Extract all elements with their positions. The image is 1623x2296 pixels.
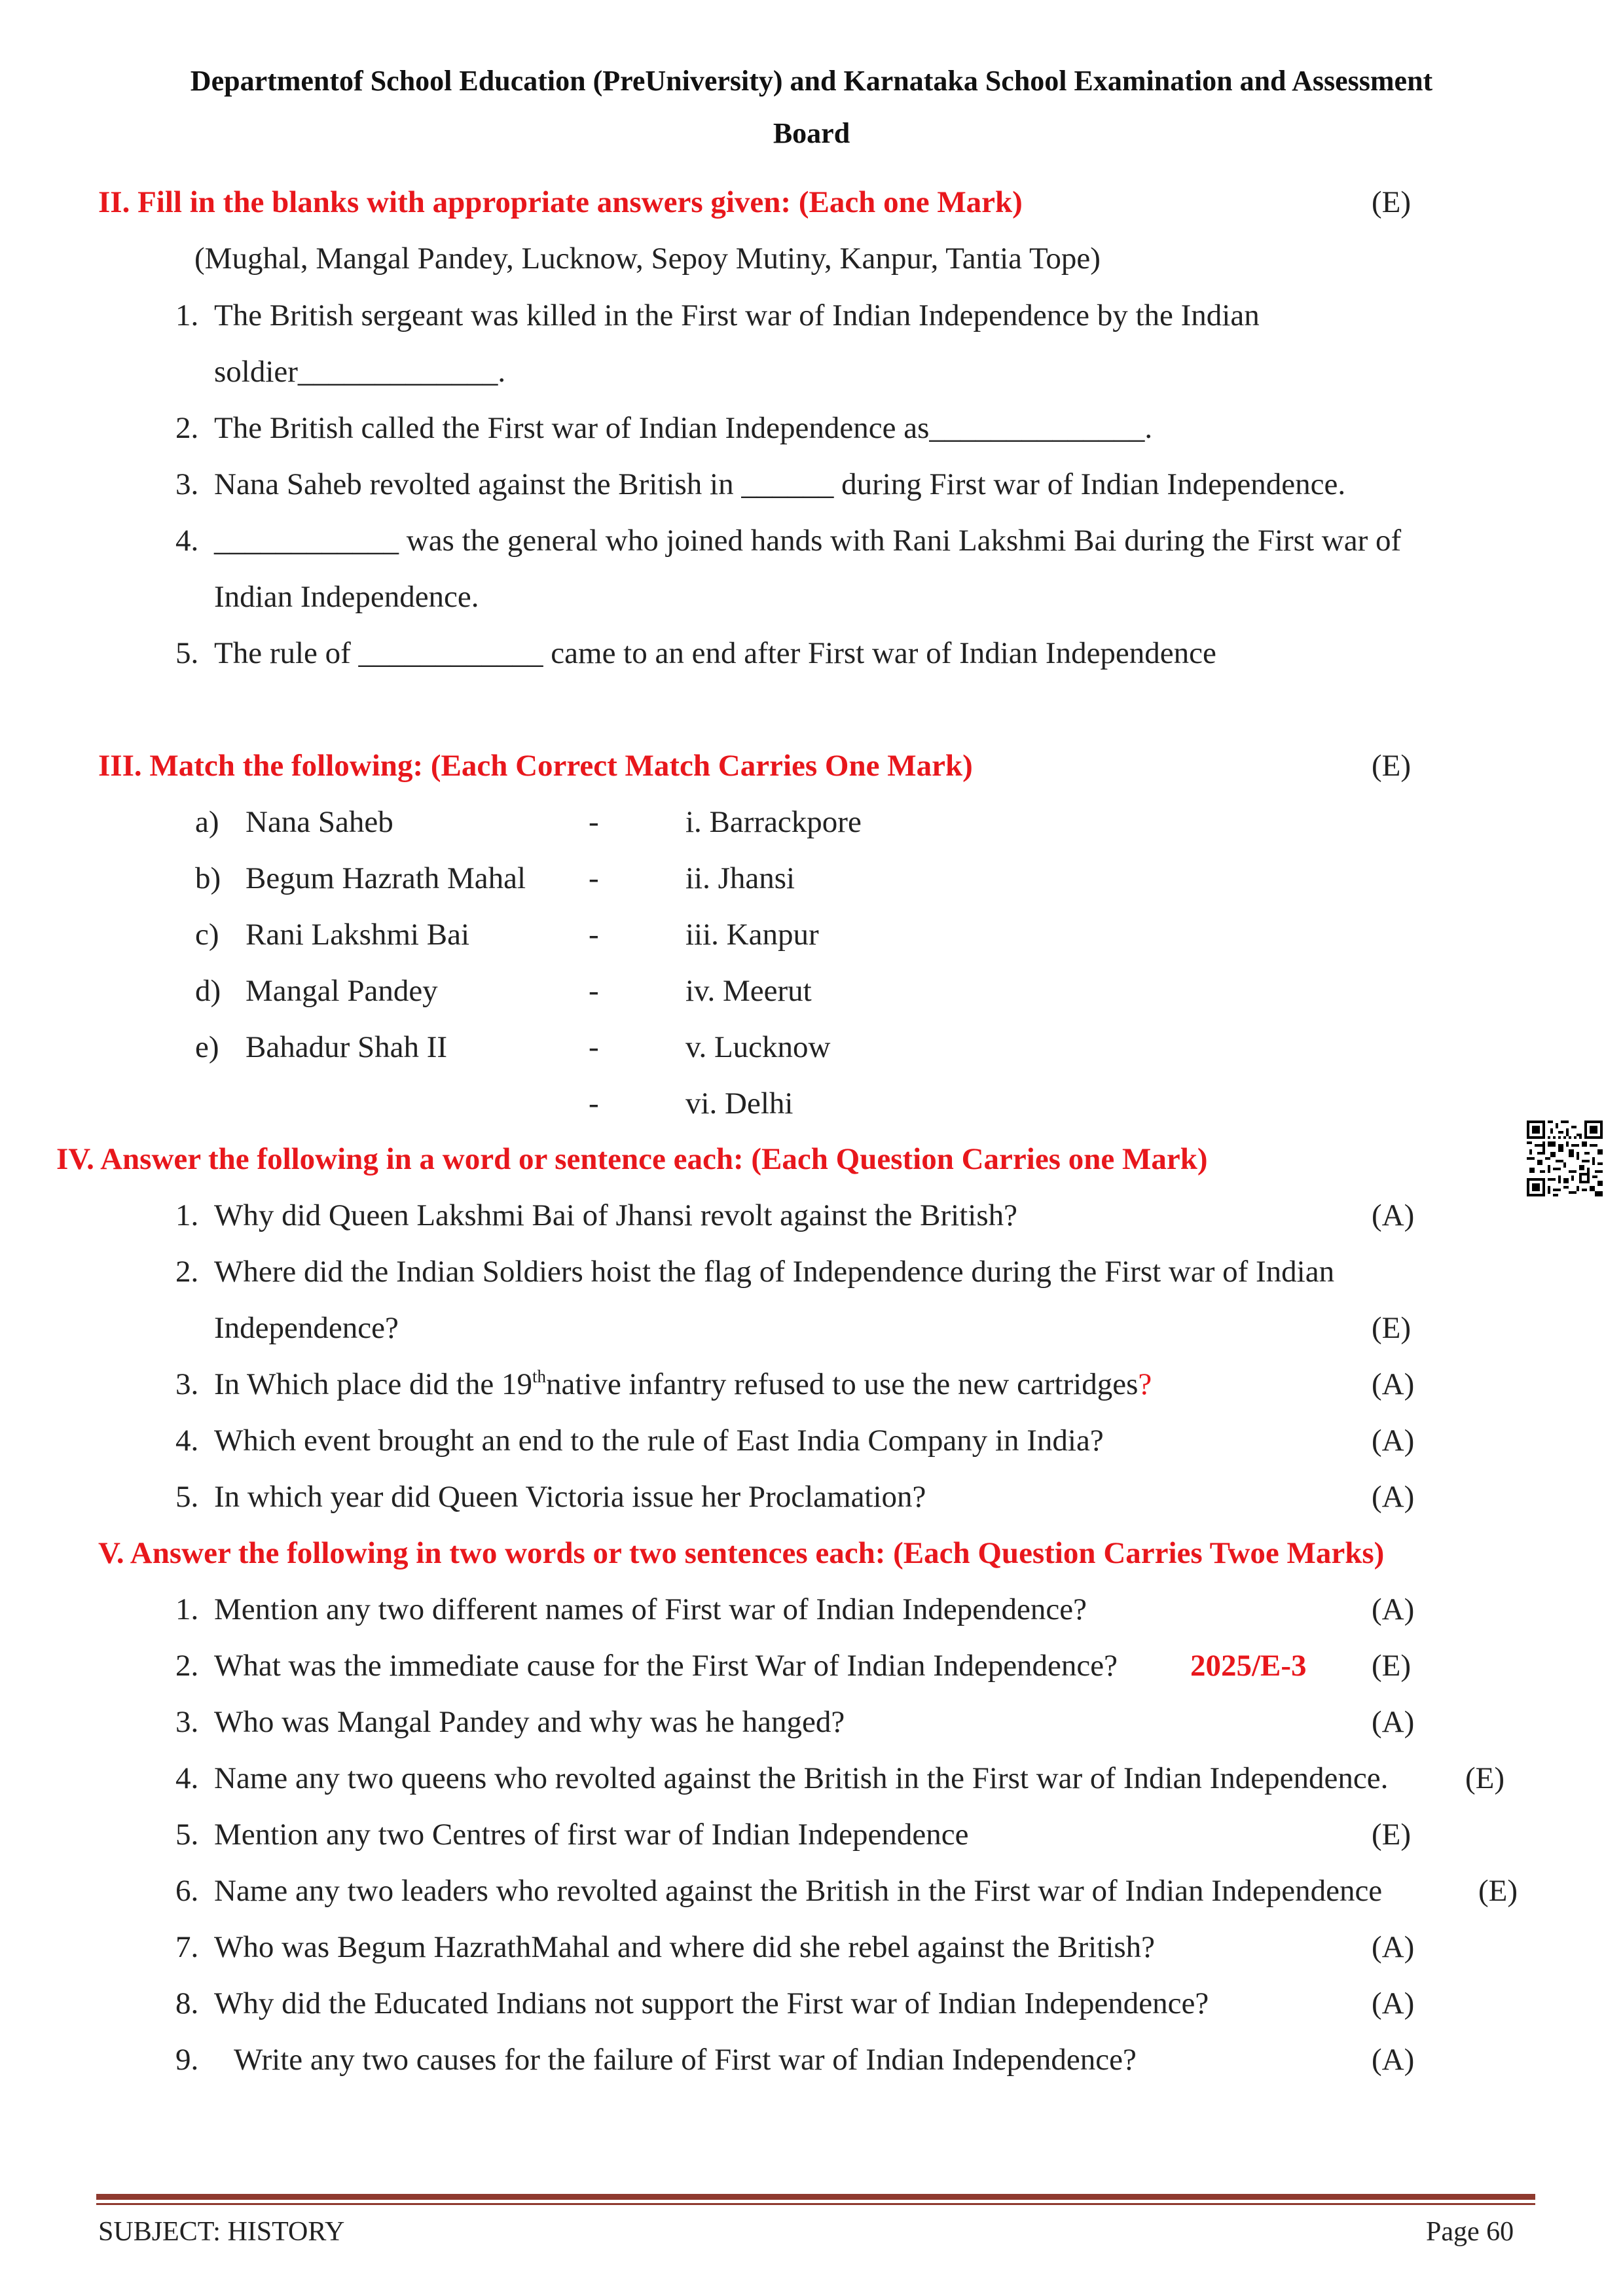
s4-q2-line1: Where did the Indian Soldiers hoist the flag of Independence during the First war of Indian — [214, 1255, 1335, 1289]
s4-q2-tag: (E) — [1372, 1311, 1412, 1345]
section3-title: III. Match the following: (Each Correct Match Carries One Mark) — [98, 749, 973, 783]
s5-q5-text: Mention any two Centres of first war of Indian Independence — [214, 1818, 969, 1852]
s5-q1-num: 1. — [175, 1592, 199, 1626]
s2-q2-num: 2. — [175, 411, 199, 445]
match-letter: b) — [195, 861, 221, 895]
s5-q5-num: 5. — [175, 1818, 199, 1852]
s2-q4-line1: ____________ was the general who joined hands with Rani Lakshmi Bai during the First war of — [214, 524, 1402, 558]
footer-rule — [96, 2194, 1535, 2200]
section5-title: V. Answer the following in two words or two sentences each: (Each Question Carries Twoe Marks) — [98, 1536, 1385, 1570]
s4-q1-text: Why did Queen Lakshmi Bai of Jhansi revolt against the British? — [214, 1198, 1017, 1232]
s4-q4-text: Which event brought an end to the rule of East India Company in India? — [214, 1424, 1104, 1458]
footer-rule-thin — [96, 2203, 1535, 2205]
s5-q5-tag: (E) — [1372, 1818, 1412, 1852]
section4-title: IV. Answer the following in a word or sentence each: (Each Question Carries one Mark) — [56, 1142, 1208, 1176]
s5-q7-text: Who was Begum HazrathMahal and where did she rebel against the British? — [214, 1930, 1155, 1964]
s2-q1-line1: The British sergeant was killed in the First war of Indian Independence by the Indian — [214, 298, 1260, 332]
s5-q7-num: 7. — [175, 1930, 199, 1964]
s5-q4-num: 4. — [175, 1761, 199, 1795]
s4-q3-num: 3. — [175, 1367, 199, 1401]
s4-q5-tag: (A) — [1372, 1480, 1415, 1514]
match-letter: d) — [195, 974, 221, 1008]
match-left: Nana Saheb — [246, 805, 393, 839]
s4-q2-line2: Independence? — [214, 1311, 399, 1345]
header-line2: Board — [773, 117, 850, 149]
footer-subject: SUBJECT: HISTORY — [98, 2217, 345, 2247]
s5-q9-text: Write any two causes for the failure of First war of Indian Independence? — [234, 2043, 1137, 2077]
s4-q3-post: native infantry refused to use the new cartridges — [545, 1367, 1139, 1401]
section2-tag: (E) — [1372, 185, 1412, 219]
s5-q8-text: Why did the Educated Indians not support the First war of Indian Independence? — [214, 1986, 1209, 2020]
s5-q2-ref: 2025/E-3 — [1190, 1649, 1307, 1683]
s5-q1-text: Mention any two different names of First war of Indian Independence? — [214, 1592, 1087, 1626]
header-line1: Departmentof School Education (PreUniversity) and Karnataka School Examination and Assessment — [190, 65, 1433, 97]
match-right: iv. Meerut — [685, 974, 812, 1008]
section2-title: II. Fill in the blanks with appropriate answers given: (Each one Mark) — [98, 185, 1023, 219]
match-right: v. Lucknow — [685, 1030, 831, 1064]
s5-q2-tag: (E) — [1372, 1649, 1412, 1683]
s2-q2-text: The British called the First war of Indian Independence as______________. — [214, 411, 1153, 445]
s5-q6-tag: (E) — [1478, 1874, 1518, 1908]
s2-q4-num: 4. — [175, 524, 199, 558]
match-left: Bahadur Shah II — [246, 1030, 448, 1064]
match-dash: - — [589, 861, 599, 895]
s5-q4-text: Name any two queens who revolted against the British in the First war of Indian Independence. — [214, 1761, 1389, 1795]
s4-q3-sup: th — [532, 1367, 546, 1386]
s4-q1-num: 1. — [175, 1198, 199, 1232]
s5-q6-num: 6. — [175, 1874, 199, 1908]
s4-q3-pre: In Which place did the 19 — [214, 1367, 532, 1401]
s4-q3-tag: (A) — [1372, 1367, 1415, 1401]
match-left: Mangal Pandey — [246, 974, 438, 1008]
s2-q3-text: Nana Saheb revolted against the British in ______ during First war of Indian Independence. — [214, 467, 1346, 501]
s4-q3-mark: ? — [1138, 1367, 1152, 1401]
section3-tag: (E) — [1372, 749, 1412, 783]
s5-q3-tag: (A) — [1372, 1705, 1415, 1739]
qr-code-icon — [1527, 1121, 1603, 1196]
s4-q2-num: 2. — [175, 1255, 199, 1289]
s5-q2-num: 2. — [175, 1649, 199, 1683]
match-dash: - — [589, 918, 599, 952]
s2-q5-num: 5. — [175, 636, 199, 670]
s2-q1-num: 1. — [175, 298, 199, 332]
footer-page-number: Page 60 — [1426, 2217, 1514, 2247]
s2-q5-text: The rule of ____________ came to an end after First war of Indian Independence — [214, 636, 1216, 670]
match-right: i. Barrackpore — [685, 805, 862, 839]
s4-q5-num: 5. — [175, 1480, 199, 1514]
s5-q6-text: Name any two leaders who revolted against the British in the First war of Indian Independence — [214, 1874, 1383, 1908]
match-letter: e) — [195, 1030, 219, 1064]
s4-q4-num: 4. — [175, 1424, 199, 1458]
s5-q4-tag: (E) — [1465, 1761, 1505, 1795]
match-right: ii. Jhansi — [685, 861, 795, 895]
s4-q3-text — [214, 1367, 1152, 1402]
s4-q4-tag: (A) — [1372, 1424, 1415, 1458]
s5-q9-tag: (A) — [1372, 2043, 1415, 2077]
match-dash: - — [589, 1086, 599, 1121]
match-letter: c) — [195, 918, 219, 952]
match-left: Rani Lakshmi Bai — [246, 918, 470, 952]
match-letter: a) — [195, 805, 219, 839]
match-left: Begum Hazrath Mahal — [246, 861, 526, 895]
s5-q2-text: What was the immediate cause for the First War of Indian Independence? — [214, 1649, 1118, 1683]
s5-q3-num: 3. — [175, 1705, 199, 1739]
s4-q1-tag: (A) — [1372, 1198, 1415, 1232]
s5-q1-tag: (A) — [1372, 1592, 1415, 1626]
section2-options: (Mughal, Mangal Pandey, Lucknow, Sepoy Mutiny, Kanpur, Tantia Tope) — [194, 242, 1101, 276]
s5-q9-num: 9. — [175, 2043, 199, 2077]
s5-q3-text: Who was Mangal Pandey and why was he hanged? — [214, 1705, 845, 1739]
match-dash: - — [589, 805, 599, 839]
s2-q3-num: 3. — [175, 467, 199, 501]
s2-q1-line2: soldier_____________. — [214, 355, 506, 389]
match-right: vi. Delhi — [685, 1086, 793, 1121]
s5-q8-tag: (A) — [1372, 1986, 1415, 2020]
s5-q8-num: 8. — [175, 1986, 199, 2020]
match-dash: - — [589, 1030, 599, 1064]
s5-q7-tag: (A) — [1372, 1930, 1415, 1964]
s2-q4-line2: Indian Independence. — [214, 580, 479, 614]
match-dash: - — [589, 974, 599, 1008]
s4-q5-text: In which year did Queen Victoria issue her Proclamation? — [214, 1480, 926, 1514]
match-right: iii. Kanpur — [685, 918, 819, 952]
